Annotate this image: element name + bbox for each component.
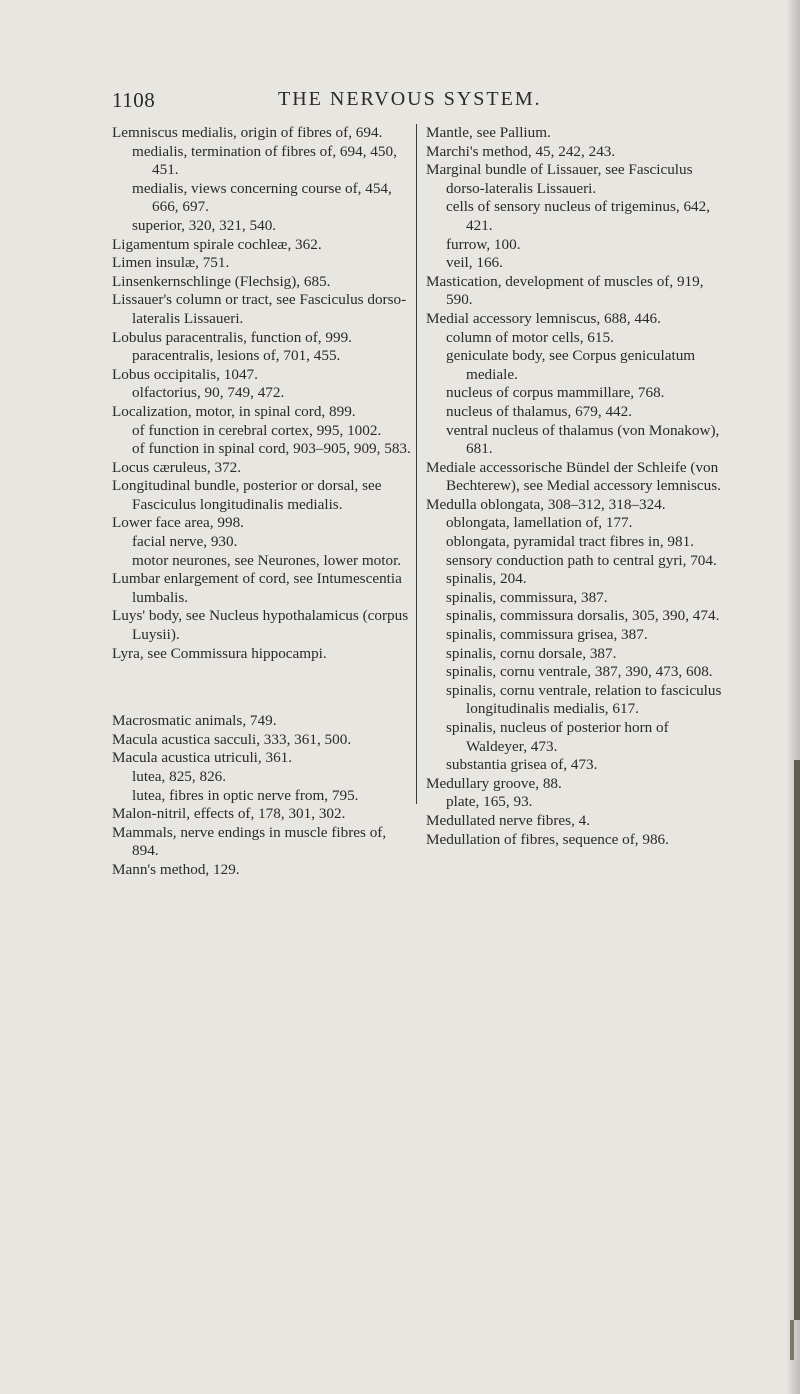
index-subentry: spinalis, commissura grisea, 387.	[446, 626, 648, 644]
index-subentry: superior, 320, 321, 540.	[132, 216, 277, 234]
index-entry: Lumbar enlargement of cord, see Intumescentia lumbalis.	[112, 570, 402, 606]
index-subentry: of function in cerebral cortex, 995, 1002.	[132, 421, 382, 439]
index-subentry: spinalis, cornu dorsale, 387.	[446, 644, 617, 662]
index-subentry: lutea, 825, 826.	[132, 767, 227, 785]
index-entry: Mediale accessorische Bündel der Schleife (von Bechterew), see Medial accessory lemniscus.	[426, 458, 721, 495]
index-entry: Medial accessory lemniscus, 688, 446.	[426, 309, 661, 327]
index-subentry: spinalis, nucleus of posterior horn of Waldeyer, 473.	[446, 719, 669, 755]
index-entry: Lobus occipitalis, 1047.	[112, 365, 258, 383]
index-subentry: column of motor cells, 615.	[446, 328, 614, 346]
index-subentry: spinalis, cornu ventrale, relation to fasciculus longitudinalis medialis, 617.	[446, 681, 722, 718]
page-edge-mark	[790, 1320, 794, 1360]
index-subentry: spinalis, 204.	[446, 570, 527, 588]
index-subentry: ventral nucleus of thalamus (von Monakow), 681.	[446, 421, 720, 458]
index-entry: Mantle, see Pallium.	[426, 124, 551, 141]
index-subentry: cells of sensory nucleus of trigeminus, 642, 421.	[446, 198, 711, 234]
index-column-right	[426, 124, 732, 849]
index-subentry: geniculate body, see Corpus geniculatum mediale.	[446, 347, 696, 383]
index-entry: Luys' body, see Nucleus hypothalamicus (corpus Luysii).	[112, 607, 409, 644]
index-entry: Macula acustica sacculi, 333, 361, 500.	[112, 730, 352, 748]
index-entry: Marchi's method, 45, 242, 243.	[426, 142, 616, 160]
index-entry: Lyra, see Commissura hippocampi.	[112, 644, 327, 662]
index-entry: Lemniscus medialis, origin of fibres of, 694.	[112, 124, 383, 141]
index-entry: Medulla oblongata, 308–312, 318–324.	[426, 495, 666, 513]
index-subentry: medialis, termination of fibres of, 694, 450, 451.	[132, 142, 397, 179]
index-entry: Malon-nitril, effects of, 178, 301, 302.	[112, 805, 346, 823]
index-subentry: furrow, 100.	[446, 235, 521, 253]
index-entry: Lower face area, 998.	[112, 514, 244, 532]
page-edge-binding	[794, 760, 800, 1320]
index-entry: Macrosmatic animals, 749.	[112, 712, 277, 730]
index-subentry: nucleus of thalamus, 679, 442.	[446, 402, 633, 420]
index-entry: Medullation of fibres, sequence of, 986.	[426, 830, 669, 848]
index-subentry: substantia grisea of, 473.	[446, 756, 598, 774]
index-subentry: olfactorius, 90, 749, 472.	[132, 384, 285, 402]
index-entry: Mastication, development of muscles of, 919, 590.	[426, 272, 704, 309]
index-entry: Lobulus paracentralis, function of, 999.	[112, 328, 352, 346]
index-subentry: facial nerve, 930.	[132, 533, 238, 551]
index-subentry: plate, 165, 93.	[446, 793, 533, 811]
index-entry: Linsenkernschlinge (Flechsig), 685.	[112, 272, 331, 290]
index-entry: Marginal bundle of Lissauer, see Fasciculus dorso-lateralis Lissaueri.	[426, 161, 693, 197]
index-subentry: paracentralis, lesions of, 701, 455.	[132, 347, 341, 365]
index-subentry: lutea, fibres in optic nerve from, 795.	[132, 786, 359, 804]
index-subentry: of function in spinal cord, 903–905, 909, 583.	[132, 440, 411, 458]
index-subentry: veil, 166.	[446, 254, 503, 272]
index-entry: Medullary groove, 88.	[426, 774, 562, 792]
index-column-left	[112, 124, 412, 880]
index-subentry: spinalis, commissura, 387.	[446, 588, 608, 606]
index-entry: Mann's method, 129.	[112, 860, 240, 878]
page-header	[0, 88, 800, 118]
index-entry: Macula acustica utriculi, 361.	[112, 749, 293, 767]
index-entry: Locus cæruleus, 372.	[112, 458, 242, 476]
index-entry: Mammals, nerve endings in muscle fibres of, 894.	[112, 823, 387, 860]
index-subentry: motor neurones, see Neurones, lower motor.	[132, 551, 402, 569]
index-entry: Longitudinal bundle, posterior or dorsal, see Fasciculus longitudinalis medialis.	[112, 477, 382, 513]
index-entry: Medullated nerve fibres, 4.	[426, 811, 591, 829]
index-entry: Localization, motor, in spinal cord, 899.	[112, 402, 356, 420]
index-subentry: nucleus of corpus mammillare, 768.	[446, 384, 665, 402]
index-entry: Limen insulæ, 751.	[112, 254, 230, 272]
index-subentry: oblongata, pyramidal tract fibres in, 981.	[446, 533, 694, 551]
index-subentry: spinalis, commissura dorsalis, 305, 390, 474.	[446, 607, 720, 625]
page-number: 1108	[112, 88, 156, 112]
index-entry: Ligamentum spirale cochleæ, 362.	[112, 235, 322, 253]
column-divider	[416, 124, 417, 804]
index-subentry: sensory conduction path to central gyri, 704.	[446, 551, 717, 569]
running-head: THE NERVOUS SYSTEM.	[278, 88, 542, 110]
section-gap	[112, 678, 412, 697]
index-subentry: oblongata, lamellation of, 177.	[446, 514, 633, 532]
index-subentry: spinalis, cornu ventrale, 387, 390, 473, 608.	[446, 663, 713, 681]
index-subentry: medialis, views concerning course of, 454, 666, 697.	[132, 179, 392, 216]
index-entry: Lissauer's column or tract, see Fasciculus dorso-lateralis Lissaueri.	[112, 291, 407, 327]
